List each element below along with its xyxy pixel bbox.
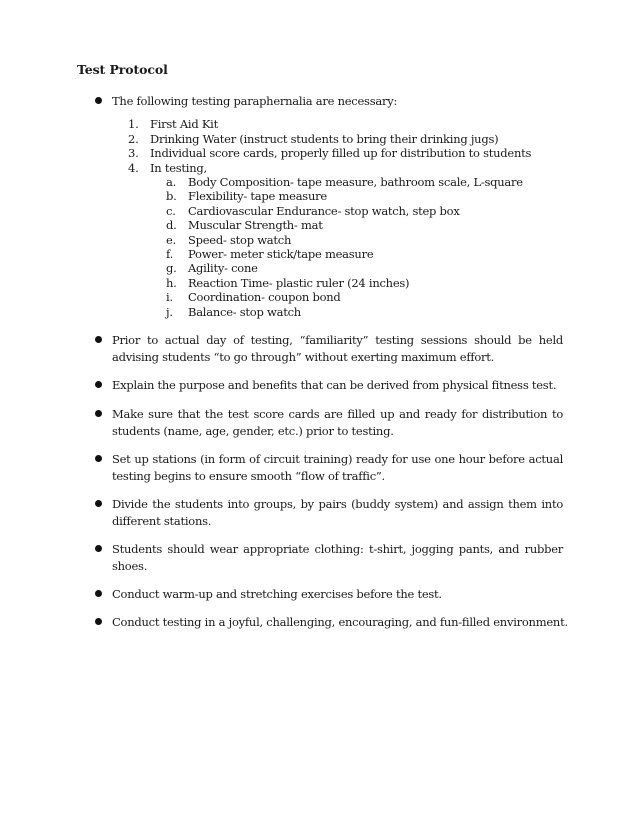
bullet-dot-icon [95, 410, 102, 417]
bullet-text: The following testing paraphernalia are necessary: [112, 94, 398, 108]
list-marker: g. [166, 261, 177, 276]
bullet-dot-icon [95, 97, 102, 104]
list-marker: 4. [128, 160, 139, 175]
list-item-label: Flexibility- tape measure [188, 189, 327, 204]
list-item-label: Cardiovascular Endurance- stop watch, step box [188, 203, 460, 218]
list-marker: h. [166, 275, 177, 290]
list-item-label: Coordination- coupon bond [188, 290, 341, 305]
list-marker: a. [166, 175, 177, 189]
list-marker: c. [166, 203, 176, 218]
list-marker: d. [166, 218, 177, 233]
bullet-dot-icon [95, 336, 102, 343]
list-marker: 1. [128, 117, 139, 131]
list-item-label: In testing, [150, 160, 207, 175]
list-item-label: First Aid Kit [150, 117, 218, 131]
bullet-text: Explain the purpose and benefits that can be derived from physical fitness test. [112, 378, 557, 392]
bullet-text: Students should wear appropriate clothing: t-shirt, jogging pants, and rubber shoes. [112, 542, 563, 573]
list-item-label: Power- meter stick/tape measure [188, 246, 374, 261]
list-item-label: Muscular Strength- mat [188, 218, 323, 233]
bullet-dot-icon [95, 381, 102, 388]
bullet-text: Set up stations (in form of circuit training) ready for use one hour before actual testing begins to ensure smooth “flow of traffic”. [112, 452, 563, 483]
bullet-text: Prior to actual day of testing, “familiarity” testing sessions should be held advising students “to go through” without exerting maximum effort. [112, 333, 563, 364]
bullet-text: Conduct warm-up and stretching exercises before the test. [112, 587, 442, 601]
list-item-label: Drinking Water (instruct students to bring their drinking jugs) [150, 131, 499, 146]
list-marker: f. [166, 246, 174, 261]
list-item-label: Reaction Time- plastic ruler (24 inches) [188, 275, 410, 290]
bullet-dot-icon [95, 455, 102, 462]
list-marker: j. [166, 304, 173, 319]
bullet-text: Conduct testing in a joyful, challenging, encouraging, and fun-filled environment. [112, 615, 568, 629]
bullet-dot-icon [95, 590, 102, 597]
list-item-label: Speed- stop watch [188, 232, 292, 247]
list-marker: b. [166, 189, 177, 204]
list-item-label: Individual score cards, properly filled up for distribution to students [150, 146, 532, 161]
bullet-dot-icon [95, 545, 102, 552]
list-marker: 3. [128, 146, 139, 161]
bullet-dot-icon [95, 618, 102, 625]
list-item-label: Agility- cone [188, 261, 258, 276]
list-item-label: Body Composition- tape measure, bathroom scale, L-square [188, 175, 523, 189]
page-title: Test Protocol [77, 62, 168, 77]
bullet-text: Divide the students into groups, by pairs (buddy system) and assign them into different stations. [112, 497, 563, 528]
list-marker: i. [166, 290, 173, 305]
bullet-text: Make sure that the test score cards are filled up and ready for distribution to students (name, age, gender, etc.) prior to testing. [112, 407, 563, 438]
list-marker: 2. [128, 131, 139, 146]
list-marker: e. [166, 232, 176, 247]
bullet-dot-icon [95, 500, 102, 507]
list-item-label: Balance- stop watch [188, 304, 301, 319]
